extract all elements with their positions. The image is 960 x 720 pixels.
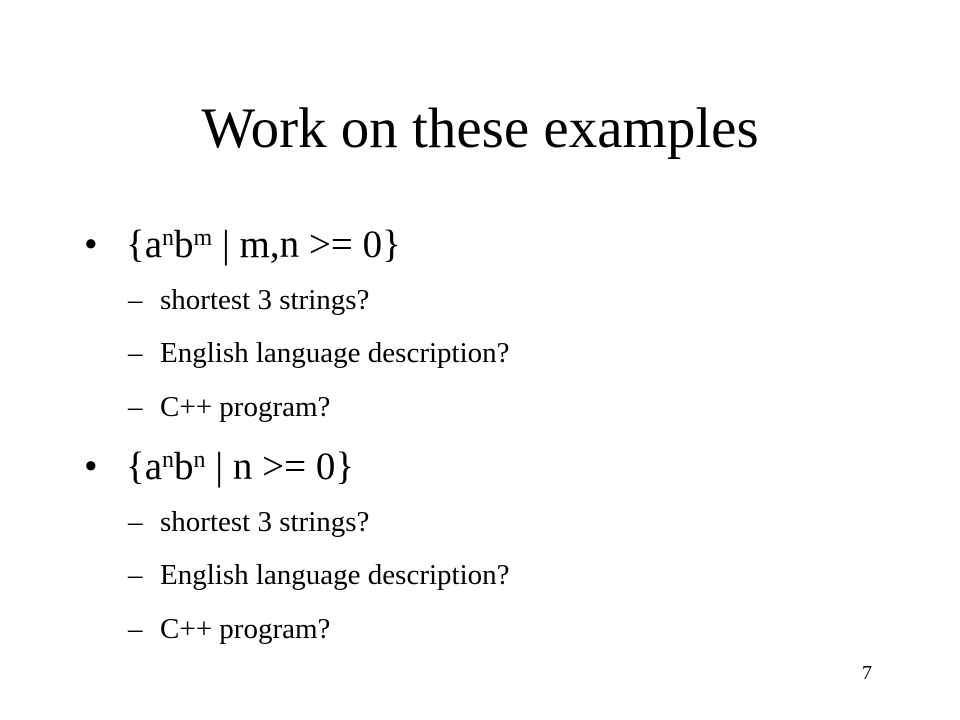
set-condition: | m,n >= 0} xyxy=(212,223,401,266)
sub-marker: – xyxy=(128,337,143,369)
page-number: 7 xyxy=(862,662,872,684)
bullet-marker: • xyxy=(84,223,98,266)
sub-marker: – xyxy=(128,391,143,423)
set-symbol: b xyxy=(174,223,194,266)
bullet-marker: • xyxy=(84,445,98,488)
sub-item-text: C++ program? xyxy=(160,391,331,423)
sub-item-text: C++ program? xyxy=(160,613,331,645)
sub-item-text: shortest 3 strings? xyxy=(160,506,370,538)
set-symbol: b xyxy=(174,445,194,488)
bullet-text xyxy=(126,222,401,268)
set-open: {a xyxy=(126,223,163,266)
set-open: {a xyxy=(126,445,163,488)
exponent: n xyxy=(162,447,175,473)
sub-marker: – xyxy=(128,506,143,538)
exponent: m xyxy=(193,225,213,251)
exponent: n xyxy=(162,225,175,251)
sub-marker: – xyxy=(128,613,143,645)
sub-marker: – xyxy=(128,284,143,316)
exponent: n xyxy=(193,447,206,473)
sub-item-text: shortest 3 strings? xyxy=(160,284,370,316)
sub-item-text: English language description? xyxy=(160,559,510,591)
bullet-text xyxy=(126,444,354,490)
sub-item-text: English language description? xyxy=(160,337,510,369)
slide-title: Work on these examples xyxy=(201,97,759,160)
set-condition: | n >= 0} xyxy=(205,445,355,488)
sub-marker: – xyxy=(128,559,143,591)
